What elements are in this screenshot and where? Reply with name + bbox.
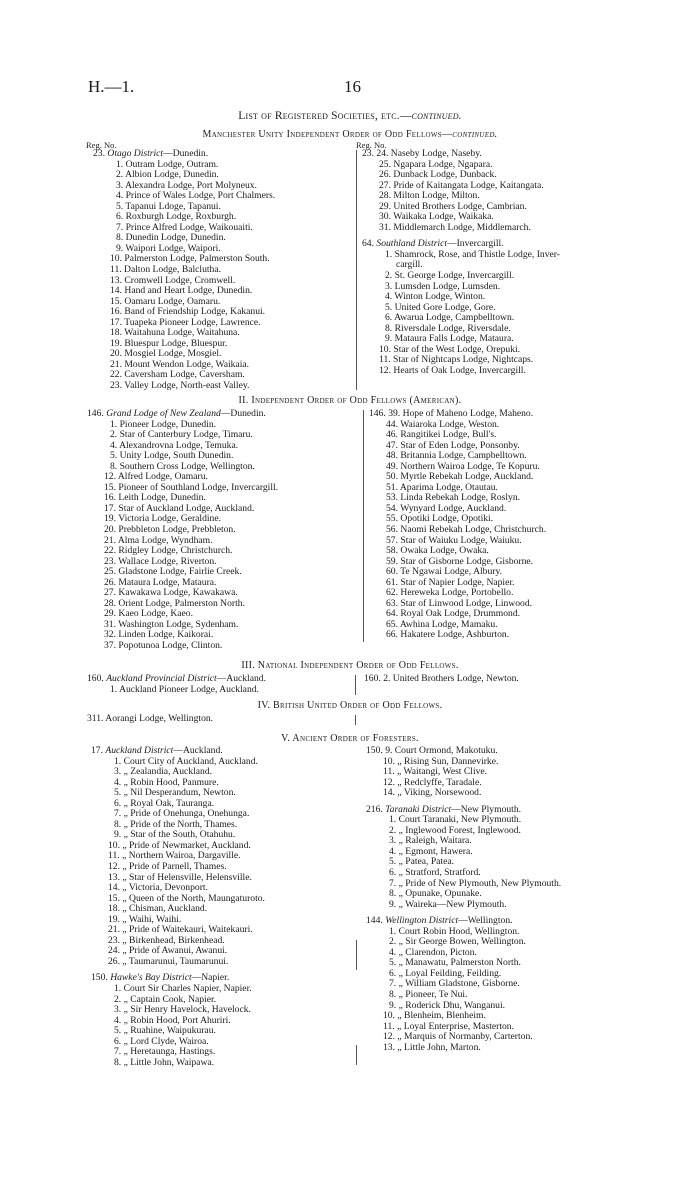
list-item: 23. Valley Lodge, North-east Valley. bbox=[110, 380, 250, 392]
list-item: 13. „ Star of Helensville, Helensville. bbox=[108, 871, 252, 883]
list-item: 21. Alma Lodge, Wyndham. bbox=[104, 534, 213, 546]
list-item: 46. Rangitikei Lodge, Bull's. bbox=[386, 429, 497, 441]
list-item: 19. „ Waihi, Waihi. bbox=[108, 913, 182, 925]
list-item: 11. „ Northern Wairoa, Dargaville. bbox=[108, 850, 241, 862]
list-item: 48. Britannia Lodge, Campbelltown. bbox=[386, 450, 527, 462]
list-item: 11. Star of Nightcaps Lodge, Nightcaps. bbox=[379, 354, 534, 366]
list-item: 44. Waiaroka Lodge, Weston. bbox=[386, 418, 500, 430]
list-item: 5. United Gore Lodge, Gore. bbox=[385, 301, 496, 313]
list-item: 4. Alexandrovna Lodge, Temuka. bbox=[110, 439, 239, 451]
section-heading-american: II. Independent Order of Odd Fellows (American). bbox=[238, 395, 462, 406]
list-item: 5. „ Ruahine, Waipukurau. bbox=[114, 1025, 216, 1037]
list-item: 12. „ Redclyffe, Taradale. bbox=[383, 776, 482, 788]
list-item: 31. Washington Lodge, Sydenham. bbox=[104, 618, 239, 630]
list-item: 2. St. George Lodge, Invercargill. bbox=[385, 270, 515, 282]
section-heading-british: IV. British United Order of Odd Fellows. bbox=[257, 700, 443, 711]
list-item: 3. „ Sir Henry Havelock, Havelock. bbox=[114, 1004, 251, 1016]
reg-no-label-right: Reg. No. bbox=[356, 140, 387, 150]
list-item: 26. Dunback Lodge, Dunback. bbox=[379, 169, 497, 181]
list-item: 3. Alexandra Lodge, Port Molyneux. bbox=[116, 179, 257, 191]
list-item: 58. Owaka Lodge, Owaka. bbox=[386, 545, 489, 557]
list-item: 25. Gladstone Lodge, Fairlie Creek. bbox=[104, 566, 242, 578]
list-item: 9. „ Star of the South, Otahuhu. bbox=[114, 829, 236, 841]
list-item: 6. „ Royal Oak, Tauranga. bbox=[114, 797, 215, 809]
page-title bbox=[0, 110, 700, 122]
list-item: 66. Hakatere Lodge, Ashburton. bbox=[386, 629, 510, 641]
list-item: 22. Caversham Lodge, Caversham. bbox=[110, 369, 245, 381]
list-item: 1. Court City of Auckland, Auckland. bbox=[114, 755, 258, 767]
list-item: 19. Bluespur Lodge, Bluespur. bbox=[110, 337, 228, 349]
list-item: 5. „ Nil Desperandum, Newton. bbox=[114, 787, 236, 799]
list-item: 13. „ Little John, Marton. bbox=[383, 1041, 481, 1053]
list-item: 25. Ngapara Lodge, Ngapara. bbox=[379, 158, 493, 170]
section2-right-column bbox=[369, 409, 546, 641]
list-item: 37. Popotunoa Lodge, Clinton. bbox=[104, 640, 223, 652]
list-item: 1. Auckland Pioneer Lodge, Auckland. bbox=[110, 683, 259, 695]
section-heading-manchester bbox=[0, 129, 700, 140]
list-item: 10. „ Pride of Newmarket, Auckland. bbox=[108, 839, 251, 851]
list-item: 4. „ Robin Hood, Panmure. bbox=[114, 776, 219, 788]
list-item: cargill. bbox=[396, 259, 423, 271]
section1-right-column bbox=[362, 149, 560, 376]
list-item: 8. „ Pioneer, Te Nui. bbox=[389, 989, 468, 1001]
document-code: H.—1. bbox=[88, 77, 135, 96]
list-item: 56. Naomi Rebekah Lodge, Christchurch. bbox=[386, 524, 547, 536]
list-item: 146. 39. Hope of Maheno Lodge, Maheno. bbox=[369, 408, 534, 419]
list-item: 28. Milton Lodge, Milton. bbox=[379, 190, 480, 202]
list-item: 7. „ Pride of New Plymouth, New Plymouth. bbox=[389, 877, 562, 889]
list-item: 5. Tapanui Ldoge, Tapanui. bbox=[116, 200, 221, 212]
list-item: 23. Wallace Lodge, Riverton. bbox=[104, 555, 217, 567]
section-heading-text: Manchester Unity Independent Order of Odd Fellows— bbox=[202, 129, 453, 140]
list-item: 8. Riversdale Lodge, Riversdale. bbox=[385, 322, 511, 334]
list-item: 21. „ Pride of Waitekauri, Waitekauri. bbox=[108, 924, 253, 936]
list-item: 7. Prince Alfred Lodge, Waikouaiti. bbox=[116, 221, 253, 233]
list-item: 23. „ Birkenhead, Birkenhead. bbox=[108, 934, 225, 946]
list-item: 7. „ William Gladstone, Gisborne. bbox=[389, 978, 520, 990]
list-item: 31. Middlemarch Lodge, Middlemarch. bbox=[379, 221, 531, 233]
list-item: 150. 9. Court Ormond, Makotuku. bbox=[366, 745, 498, 756]
list-item: 23. 24. Naseby Lodge, Naseby. bbox=[362, 148, 482, 159]
column-divider bbox=[356, 1045, 357, 1065]
list-item: 5. „ Patea, Patea. bbox=[389, 856, 454, 868]
list-item: 27. Pride of Kaitangata Lodge, Kaitangata. bbox=[379, 179, 544, 191]
list-item: 1. Court Taranaki, New Plymouth. bbox=[389, 814, 522, 826]
list-item: 64. Royal Oak Lodge, Drummond. bbox=[386, 608, 521, 620]
list-item: 59. Star of Gisborne Lodge, Gisborne. bbox=[386, 555, 534, 567]
list-item: 4. „ Egmont, Hawera. bbox=[389, 845, 473, 857]
list-item: 24. „ Pride of Awanui, Awanui. bbox=[108, 945, 228, 957]
column-divider bbox=[355, 675, 356, 695]
list-item: 22. Ridgley Lodge, Christchurch. bbox=[104, 545, 233, 557]
list-item: 2. „ Sir George Bowen, Wellington. bbox=[389, 936, 526, 948]
section3-left-column bbox=[87, 674, 266, 695]
list-item: 6. „ Stratford, Stratford. bbox=[389, 867, 481, 879]
list-item: 17. Star of Auckland Lodge, Auckland. bbox=[104, 502, 255, 514]
list-item: 63. Star of Linwood Lodge, Linwood. bbox=[386, 597, 533, 609]
list-item: 18. Waitahuna Lodge, Waitahuna. bbox=[110, 327, 240, 339]
list-item: 30. Waikaka Lodge, Waikaka. bbox=[379, 211, 494, 223]
list-item: 60. Te Ngawai Lodge, Albury. bbox=[386, 566, 503, 578]
list-item: 16. Leith Lodge, Dunedin. bbox=[104, 492, 206, 504]
list-item: 14. „ Viking, Norsewood. bbox=[383, 787, 482, 799]
page-title-main: List of Registered Societies, etc.— bbox=[238, 110, 412, 122]
list-item: 8. „ Little John, Waipawa. bbox=[114, 1056, 215, 1068]
list-item: 26. Mataura Lodge, Mataura. bbox=[104, 576, 217, 588]
list-item: 12. „ Marquis of Normanby, Carterton. bbox=[383, 1031, 533, 1043]
list-item: 16. Band of Friendship Lodge, Kakanui. bbox=[110, 306, 266, 318]
list-item: 12. Hearts of Oak Lodge, Invercargill. bbox=[379, 364, 526, 376]
section-heading-foresters: V. Ancient Order of Foresters. bbox=[281, 733, 419, 744]
list-item: 9. „ Roderick Dhu, Wanganui. bbox=[389, 999, 506, 1011]
list-item: 1. Shamrock, Rose, and Thistle Lodge, Inver- bbox=[385, 248, 560, 260]
section3-right-column bbox=[364, 674, 519, 685]
list-item: 10. Star of the West Lodge, Orepuki. bbox=[379, 343, 521, 355]
column-divider bbox=[356, 940, 357, 970]
list-item: 150. Hawke's Bay District—Napier. bbox=[91, 972, 230, 984]
list-item: 8. „ Pride of the North, Thames. bbox=[114, 818, 238, 830]
list-item: 65. Awhina Lodge, Mamaku. bbox=[386, 618, 498, 630]
list-item: 50. Myrtle Rebekah Lodge, Auckland. bbox=[386, 471, 534, 483]
list-item: 11. Dalton Lodge, Balclutha. bbox=[110, 264, 222, 276]
list-item: 12. „ Pride of Parnell, Thames. bbox=[108, 861, 227, 873]
list-item: 62. Hereweka Lodge, Portobello. bbox=[386, 587, 514, 599]
column-divider bbox=[355, 715, 356, 725]
section5-left-column bbox=[91, 746, 265, 1068]
list-item: 29. United Brothers Lodge, Cambrian. bbox=[379, 200, 527, 212]
column-divider bbox=[363, 410, 364, 642]
list-item: 54. Wynyard Lodge, Auckland. bbox=[386, 502, 507, 514]
list-item: 216. Taranaki District—New Plymouth. bbox=[366, 803, 522, 815]
list-item: 5. Unity Lodge, South Dunedin. bbox=[110, 450, 234, 462]
list-item: 13. Cromwell Lodge, Cromwell. bbox=[110, 274, 236, 286]
list-item: 47. Star of Eden Lodge, Ponsonby. bbox=[386, 439, 520, 451]
list-item: 57. Star of Waiuku Lodge, Waiuku. bbox=[386, 534, 522, 546]
list-item: 6. „ Lord Clyde, Wairoa. bbox=[114, 1035, 209, 1047]
list-item: 19. Victoria Lodge, Geraldine. bbox=[104, 513, 221, 525]
list-item: 146. Grand Lodge of New Zealand—Dunedin. bbox=[87, 408, 266, 419]
list-item: 53. Linda Rebekah Lodge, Roslyn. bbox=[386, 492, 521, 504]
list-item: 9. Mataura Falls Lodge, Mataura. bbox=[385, 333, 514, 345]
list-item: 28. Orient Lodge, Palmerston North. bbox=[104, 597, 245, 609]
column-divider bbox=[356, 150, 357, 390]
section4-left-column bbox=[87, 714, 213, 725]
list-item: 15. Oamaru Lodge, Oamaru. bbox=[110, 295, 221, 307]
list-item: 17. Auckland District—Auckland. bbox=[91, 745, 223, 756]
list-item: 4. Winton Lodge, Winton. bbox=[385, 291, 486, 303]
reg-no-label-left: Reg. No. bbox=[86, 140, 117, 150]
list-item: 14. „ Victoria, Devonport. bbox=[108, 882, 208, 894]
section5-right-column bbox=[366, 746, 561, 1053]
list-item: 6. Awarua Lodge, Campbelltown. bbox=[385, 312, 515, 324]
list-item: 3. „ Zealandia, Auckland. bbox=[114, 766, 213, 778]
list-item: 2. Albion Lodge, Dunedin. bbox=[116, 169, 219, 181]
list-item: 15. Pioneer of Southland Lodge, Invercargill. bbox=[104, 481, 279, 493]
list-item: 10. „ Rising Sun, Dannevirke. bbox=[383, 755, 499, 767]
list-item: 311. Aorangi Lodge, Wellington. bbox=[87, 713, 214, 724]
section-heading-national: III. National Independent Order of Odd Fellows. bbox=[241, 660, 459, 671]
list-item: 15. „ Queen of the North, Maungaturoto. bbox=[108, 892, 265, 904]
list-item: 20. Prebbleton Lodge, Prebbleton. bbox=[104, 524, 236, 536]
list-item: 3. „ Raleigh, Waitara. bbox=[389, 835, 472, 847]
list-item: 18. „ Chisman, Auckland. bbox=[108, 903, 208, 915]
list-item: 8. Dunedin Lodge, Dunedin. bbox=[116, 232, 226, 244]
list-item: 27. Kawakawa Lodge, Kawakawa. bbox=[104, 587, 238, 599]
list-item: 9. Waipori Lodge, Waipori. bbox=[116, 242, 221, 254]
list-item: 7. „ Heretaunga, Hastings. bbox=[114, 1046, 216, 1058]
list-item: 64. Southland District—Invercargill. bbox=[362, 238, 504, 250]
list-item: 4. Prince of Wales Lodge, Port Chalmers. bbox=[116, 190, 276, 202]
list-item: 10. Palmerston Lodge, Palmerston South. bbox=[110, 253, 270, 265]
list-item: 4. „ Robin Hood, Port Ahuriri. bbox=[114, 1014, 231, 1026]
list-item: 1. Court Sir Charles Napier, Napier. bbox=[114, 983, 252, 995]
list-item: 26. „ Taumarunui, Taumarunui. bbox=[108, 955, 229, 967]
page-number: 16 bbox=[344, 77, 361, 96]
list-item: 32. Linden Lodge, Kaikorai. bbox=[104, 629, 214, 641]
list-item: 8. „ Opunake, Opunake. bbox=[389, 888, 482, 900]
list-item: 21. Mount Wendon Lodge, Waikaia. bbox=[110, 358, 250, 370]
list-item: 160. 2. United Brothers Lodge, Newton. bbox=[364, 673, 519, 684]
list-item: 11. „ Waitangi, West Clive. bbox=[383, 766, 488, 778]
list-item: 20. Mosgiel Lodge, Mosgiel. bbox=[110, 348, 222, 360]
list-item: 11. „ Loyal Enterprise, Masterton. bbox=[383, 1020, 514, 1032]
list-item: 29. Kaeo Lodge, Kaeo. bbox=[104, 608, 193, 620]
list-item: 1. Court Robin Hood, Wellington. bbox=[389, 925, 520, 937]
list-item: 5. „ Manawatu, Palmerston North. bbox=[389, 957, 521, 969]
section-heading-continued: continued. bbox=[452, 129, 498, 140]
list-item: 6. „ Loyal Feilding, Feilding. bbox=[389, 967, 502, 979]
section1-left-column bbox=[93, 149, 275, 392]
list-item: 7. „ Pride of Onehunga, Onehunga. bbox=[114, 808, 250, 820]
list-item: 1. Outram Lodge, Outram. bbox=[116, 158, 219, 170]
list-item: 55. Opotiki Lodge, Opotiki. bbox=[386, 513, 494, 525]
list-item: 160. Auckland Provincial District—Auckland. bbox=[87, 673, 266, 684]
list-item: 61. Star of Napier Lodge, Napier. bbox=[386, 576, 515, 588]
list-item: 17. Tuapeka Pioneer Lodge, Lawrence. bbox=[110, 316, 261, 328]
list-item: 10. „ Blenheim, Blenheim. bbox=[383, 1010, 486, 1022]
list-item: 2. „ Inglewood Forest, Inglewood. bbox=[389, 824, 521, 836]
section2-left-column bbox=[87, 409, 278, 652]
list-item: 2. Star of Canterbury Lodge, Timaru. bbox=[110, 429, 253, 441]
list-item: 9. „ Waireka—New Plymouth. bbox=[389, 898, 507, 910]
list-item: 8. Southern Cross Lodge, Wellington. bbox=[110, 460, 255, 472]
list-item: 3. Lumsden Lodge, Lumsden. bbox=[385, 280, 501, 292]
list-item: 6. Roxburgh Lodge, Roxburgh. bbox=[116, 211, 237, 223]
list-item: 1. Pioneer Lodge, Dunedin. bbox=[110, 418, 217, 430]
list-item: 4. „ Clarendon, Picton. bbox=[389, 946, 477, 958]
list-item: 51. Aparima Lodge, Otautau. bbox=[386, 481, 498, 493]
list-item: 49. Northern Wairoa Lodge, Te Kopuru. bbox=[386, 460, 540, 472]
list-item: 144. Wellington District—Wellington. bbox=[366, 915, 513, 927]
list-item: 14. Hand and Heart Lodge, Dunedin. bbox=[110, 285, 253, 297]
page-title-continued: continued. bbox=[411, 110, 462, 122]
list-item: 12. Alfred Lodge, Oamaru. bbox=[104, 471, 208, 483]
list-item: 2. „ Captain Cook, Napier. bbox=[114, 993, 217, 1005]
list-item: 23. Otago District—Dunedin. bbox=[93, 148, 209, 159]
